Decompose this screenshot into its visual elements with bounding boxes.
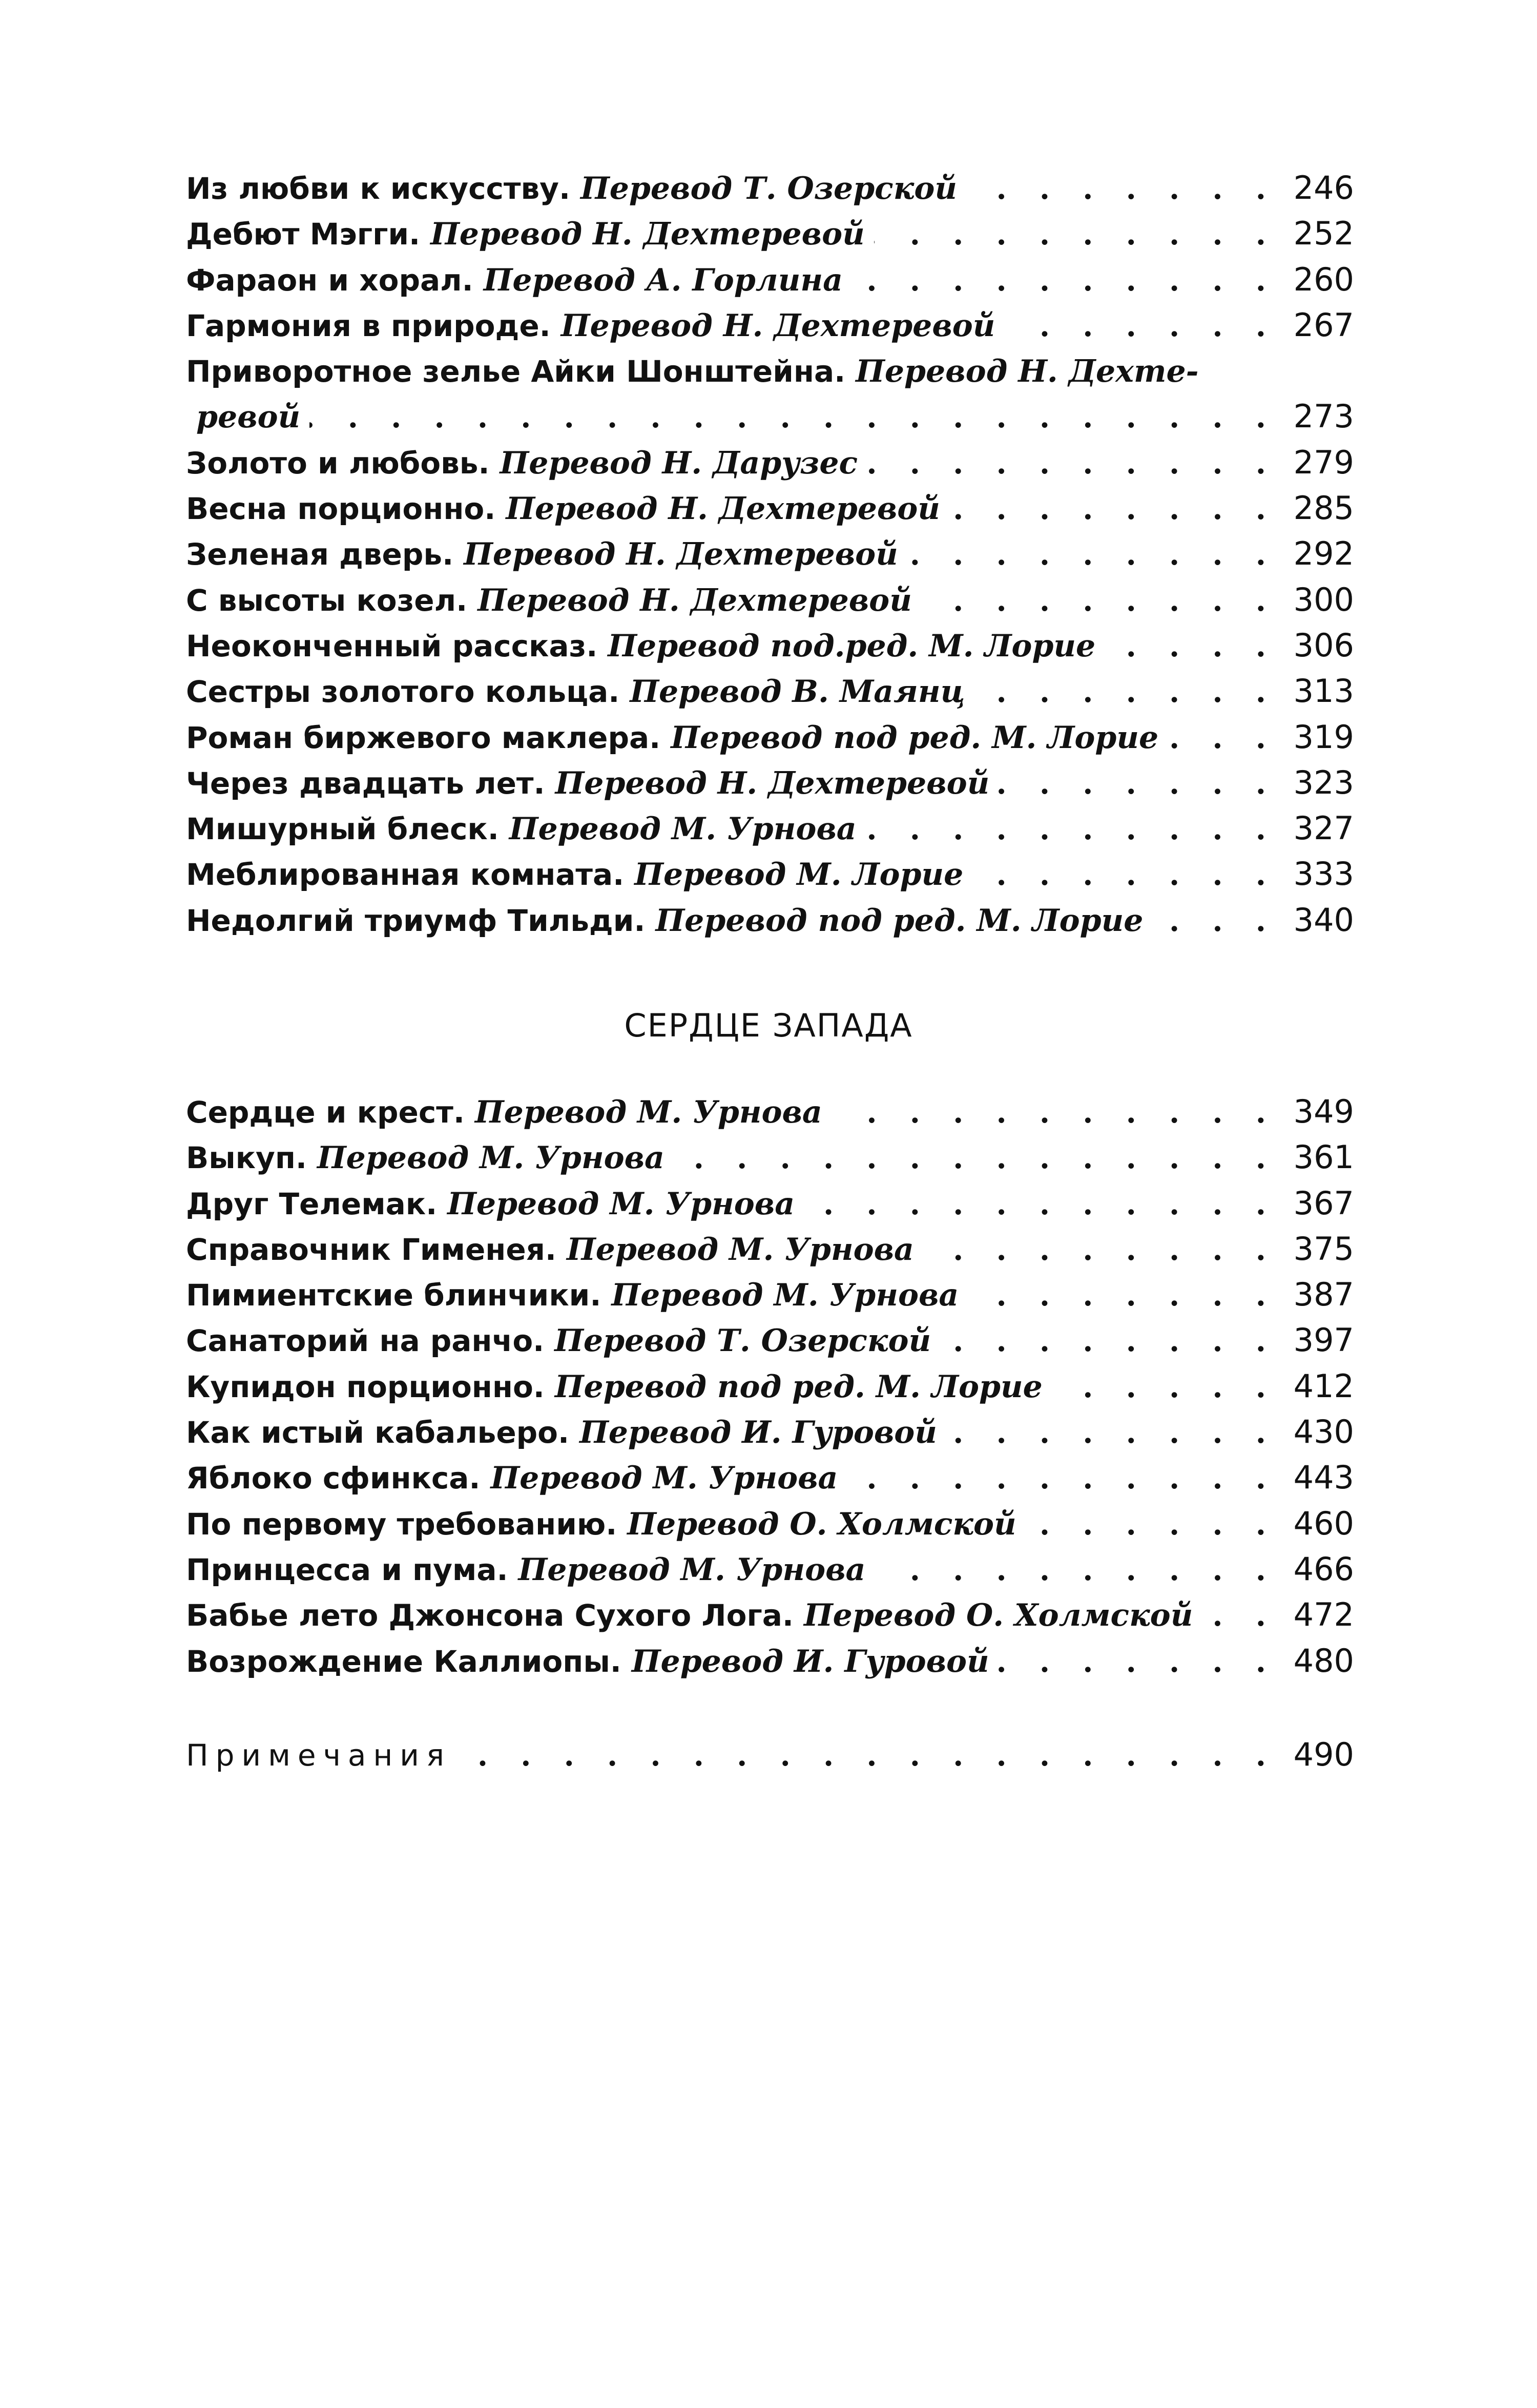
dot-leader <box>946 1410 1277 1456</box>
translator-credit: Перевод под ред. М. Лорие <box>655 902 1144 939</box>
dot-leader <box>921 578 1277 624</box>
dot-leader <box>874 212 1277 257</box>
dot-leader <box>866 806 1277 852</box>
story-title: Недолгий триумф Тильди. <box>186 903 646 938</box>
toc-entry[interactable] <box>186 1546 1354 1592</box>
page-number: 300 <box>1293 580 1354 618</box>
translator-credit: Перевод М. Урнова <box>474 1094 822 1130</box>
translator-credit: Перевод М. Урнова <box>567 1231 914 1268</box>
dot-leader <box>804 1181 1277 1227</box>
page-number: 260 <box>1293 260 1354 298</box>
dot-leader <box>875 1547 1277 1593</box>
dot-leader <box>972 852 1277 898</box>
toc-part-1 <box>186 165 1354 943</box>
story-title: Неоконченный рассказ. <box>186 628 598 663</box>
toc-entry[interactable] <box>186 348 1354 440</box>
dot-leader <box>999 761 1277 806</box>
entry-continuation-line <box>186 393 1354 439</box>
page-number: 460 <box>1293 1504 1354 1542</box>
toc-entry[interactable] <box>186 257 1354 302</box>
toc-entry[interactable] <box>186 714 1354 760</box>
page-number: 387 <box>1293 1276 1354 1314</box>
page-number: 292 <box>1293 535 1354 573</box>
page-number: 430 <box>1293 1413 1354 1451</box>
page-number: 333 <box>1293 855 1354 893</box>
toc-entry[interactable] <box>186 302 1354 348</box>
page-number: 472 <box>1293 1596 1354 1634</box>
translator-credit: Перевод Н. Дехтеревой <box>430 216 865 253</box>
translator-credit: Перевод Н. Дарузес <box>500 445 858 481</box>
translator-credit: Перевод Н. Дехте- <box>856 354 1199 390</box>
translator-credit-continuation: ревой <box>196 399 301 435</box>
dot-leader <box>1202 1593 1277 1638</box>
toc-entry[interactable] <box>186 1089 1354 1134</box>
dot-leader <box>940 1318 1277 1364</box>
page-number: 375 <box>1293 1230 1354 1268</box>
translator-credit: Перевод Н. Дехтеревой <box>477 582 912 618</box>
toc-entry[interactable] <box>186 622 1354 668</box>
story-title: Сестры золотого кольца. <box>186 674 620 710</box>
toc-entry[interactable] <box>186 1363 1354 1409</box>
toc-entry[interactable] <box>186 1638 1354 1684</box>
page-number: 246 <box>1293 169 1354 206</box>
page-number: 412 <box>1293 1367 1354 1405</box>
translator-credit: Перевод М. Урнова <box>518 1551 866 1588</box>
toc-entry[interactable] <box>186 851 1354 897</box>
translator-credit: Перевод под ред. М. Лорие <box>671 719 1159 756</box>
story-title: Золото и любовь. <box>186 445 490 481</box>
page-number: 319 <box>1293 718 1354 756</box>
toc-entry[interactable] <box>186 577 1354 622</box>
section-heading: СЕРДЦЕ ЗАПАДА <box>624 1007 913 1044</box>
story-title: Из любви к искусству. <box>186 171 571 206</box>
toc-entry[interactable] <box>186 1317 1354 1363</box>
page-number: 443 <box>1293 1459 1354 1497</box>
toc-entry[interactable] <box>186 165 1354 211</box>
dot-leader <box>674 1135 1277 1181</box>
translator-credit: Перевод Т. Озерской <box>554 1323 931 1359</box>
dot-leader <box>999 1639 1277 1685</box>
page-number: 480 <box>1293 1642 1354 1679</box>
translator-credit: Перевод И. Гуровой <box>631 1643 989 1679</box>
dot-leader <box>974 669 1277 715</box>
story-title: Возрождение Каллиопы. <box>186 1644 621 1679</box>
translator-credit: Перевод М. Урнова <box>447 1186 795 1222</box>
story-title: Выкуп. <box>186 1140 307 1176</box>
dot-leader <box>966 166 1277 212</box>
story-title: Бабье лето Джонсона Сухого Лога. <box>186 1598 794 1633</box>
toc-entry[interactable] <box>186 1226 1354 1272</box>
page-number: 340 <box>1293 901 1354 939</box>
notes-label: Примечания <box>186 1738 451 1773</box>
story-title: По первому требованию. <box>186 1506 617 1542</box>
page-number: 279 <box>1293 443 1354 481</box>
story-title: Весна порционно. <box>186 491 496 527</box>
story-title: Яблоко сфинкса. <box>186 1461 481 1496</box>
translator-credit: Перевод под.ред. М. Лорие <box>608 628 1096 664</box>
story-title: Справочник Гименея. <box>186 1232 556 1267</box>
dot-leader <box>1105 624 1277 669</box>
translator-credit: Перевод Н. Дехтеревой <box>555 765 990 801</box>
page-number: 367 <box>1293 1184 1354 1222</box>
page-number: 285 <box>1293 489 1354 527</box>
dot-leader <box>923 1227 1277 1273</box>
toc-entry[interactable] <box>186 1455 1354 1500</box>
toc-notes <box>186 1732 1354 1777</box>
toc-entry[interactable] <box>186 440 1354 485</box>
notes-entry[interactable] <box>186 1732 1354 1777</box>
story-title: Пимиентские блинчики. <box>186 1278 601 1313</box>
dot-leader <box>852 258 1277 303</box>
story-title: Как истый кабальеро. <box>186 1415 570 1450</box>
translator-credit: Перевод Н. Дехтеревой <box>560 307 995 344</box>
page-number: 397 <box>1293 1321 1354 1359</box>
story-title: Фараон и хорал. <box>186 262 473 298</box>
story-title: С высоты козел. <box>186 583 468 618</box>
story-title: Меблированная комната. <box>186 857 625 892</box>
story-title: Друг Телемак. <box>186 1186 438 1221</box>
translator-credit: Перевод М. Лорие <box>634 857 964 893</box>
page-number: 267 <box>1293 306 1354 344</box>
story-title: Сердце и крест. <box>186 1095 465 1130</box>
page-number: 252 <box>1293 215 1354 253</box>
toc-entry[interactable] <box>186 1272 1354 1317</box>
page-number: 327 <box>1293 809 1354 847</box>
translator-credit: Перевод И. Гуровой <box>579 1415 937 1451</box>
dot-leader <box>867 441 1277 486</box>
toc-entry[interactable] <box>186 1592 1354 1637</box>
page-number: 466 <box>1293 1550 1354 1588</box>
toc-part-2 <box>186 1089 1354 1684</box>
dot-leader <box>309 395 1277 440</box>
translator-credit: Перевод М. Урнова <box>490 1460 838 1497</box>
dot-leader <box>1152 898 1277 944</box>
dot-leader <box>461 1733 1277 1778</box>
translator-credit: Перевод Т. Озерской <box>580 171 957 206</box>
dot-leader <box>949 486 1277 532</box>
translator-credit: Перевод В. Маянц <box>630 674 965 710</box>
story-title: Купидон порционно. <box>186 1369 545 1404</box>
translator-credit: Перевод А. Горлина <box>483 262 843 298</box>
translator-credit: Перевод О. Холмской <box>803 1597 1193 1634</box>
dot-leader <box>1004 303 1277 349</box>
story-title: Принцесса и пума. <box>186 1552 508 1587</box>
story-title: Через двадцать лет. <box>186 765 545 801</box>
page-number: 273 <box>1293 398 1354 435</box>
page-number: 313 <box>1293 672 1354 710</box>
toc-entry[interactable] <box>186 531 1354 576</box>
toc-entry[interactable] <box>186 1501 1354 1546</box>
dot-leader <box>1052 1364 1277 1410</box>
translator-credit: Перевод О. Холмской <box>627 1506 1016 1542</box>
toc-entry[interactable] <box>186 897 1354 943</box>
entry-first-line <box>186 348 1354 393</box>
translator-credit: Перевод Н. Дехтеревой <box>464 536 898 573</box>
toc-entry[interactable] <box>186 1409 1354 1455</box>
page-number: 323 <box>1293 763 1354 801</box>
page-number: 349 <box>1293 1093 1354 1130</box>
toc-entry[interactable] <box>186 211 1354 256</box>
story-title: Дебют Мэгги. <box>186 217 421 252</box>
story-title: Роман биржевого маклера. <box>186 720 661 755</box>
translator-credit: Перевод М. Урнова <box>611 1277 959 1314</box>
translator-credit: Перевод Н. Дехтеревой <box>506 491 940 527</box>
story-title: Санаторий на ранчо. <box>186 1323 545 1359</box>
toc-entry[interactable] <box>186 805 1354 851</box>
dot-leader <box>907 532 1277 577</box>
toc-entry[interactable] <box>186 760 1354 805</box>
story-title: Мишурный блеск. <box>186 812 499 847</box>
toc-entry[interactable] <box>186 1134 1354 1180</box>
story-title: Зеленая дверь. <box>186 537 454 572</box>
toc-entry[interactable] <box>186 485 1354 531</box>
dot-leader <box>968 1273 1277 1318</box>
story-title: Приворотное зелье Айки Шонштейна. <box>186 354 846 389</box>
dot-leader <box>1168 715 1277 761</box>
toc-entry[interactable] <box>186 1180 1354 1226</box>
translator-credit: Перевод М. Урнова <box>509 811 857 847</box>
page-number: 306 <box>1293 626 1354 664</box>
page-number: 490 <box>1293 1736 1354 1773</box>
page-number: 361 <box>1293 1138 1354 1176</box>
dot-leader <box>847 1456 1277 1501</box>
translator-credit: Перевод М. Урнова <box>317 1140 664 1176</box>
dot-leader <box>832 1090 1277 1135</box>
toc-entry[interactable] <box>186 668 1354 714</box>
story-title: Гармония в природе. <box>186 308 551 343</box>
translator-credit: Перевод под ред. М. Лорие <box>554 1368 1043 1405</box>
dot-leader <box>1026 1502 1277 1547</box>
